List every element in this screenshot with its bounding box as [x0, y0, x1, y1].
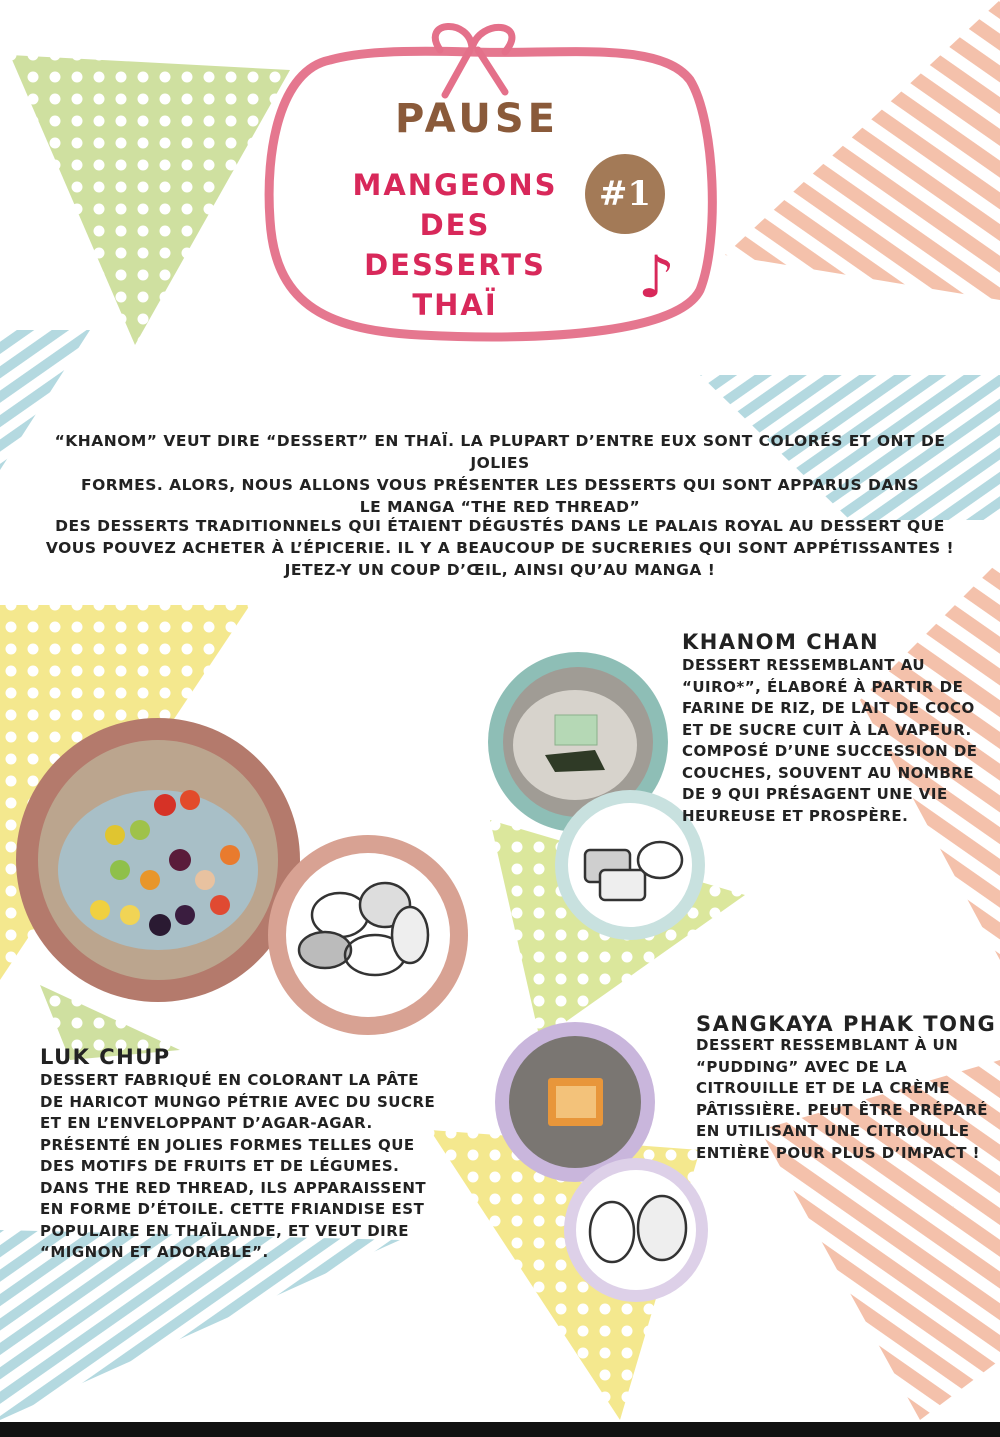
- luk-chup-title: LUK CHUP: [40, 1045, 171, 1069]
- peach-stripe-pennant: [725, 0, 1000, 300]
- sangkaya-title: SANGKAYA PHAK TONG: [696, 1012, 997, 1036]
- sangkaya-description: DESSERT RESSEMBLANT À UN “PUDDING” AVEC DE LA CITROUILLE ET DE LA CRÈME PÂTISSIÈRE. PEUT ÊTRE PRÉPARÉ EN UTILISANT UNE CITROUILLE ENTIÈRE POUR PLUS D’IMPACT !: [696, 1036, 989, 1162]
- music-note-icon: ♪: [638, 243, 676, 311]
- title-line-1: MANGEONS: [352, 168, 558, 202]
- intro-paragraph-2: [40, 515, 960, 581]
- intro-line: LE MANGA “THE RED THREAD”: [359, 498, 641, 516]
- bottom-bar: [0, 1422, 1000, 1437]
- intro-line: VOUS POUVEZ ACHETER À L’ÉPICERIE. IL Y A BEAUCOUP DE SUCRERIES QUI SONT APPÉTISSANTES !: [45, 539, 955, 557]
- khanom-chan-title: KHANOM CHAN: [682, 630, 880, 654]
- title-line-3: THAÏ: [412, 288, 498, 322]
- khanom-chan-description: DESSERT RESSEMBLANT AU “UIRO*”, ÉLABORÉ À PARTIR DE FARINE DE RIZ, DE LAIT DE COCO ET DE SUCRE CUIT À LA VAPEUR. COMPOSÉ D’UNE SUCCESSION DE COUCHES, SOUVENT AU NOMBRE DE 9 QUI PRÉSAGENT UNE VIE HEUREUSE ET PROSPÈRE.: [682, 656, 978, 825]
- luk-chup-description: DESSERT FABRIQUÉ EN COLORANT LA PÂTE DE HARICOT MUNGO PÉTRIE AVEC DU SUCRE ET EN L’ENVELOPPANT D’AGAR-AGAR. PRÉSENTÉ EN JOLIES FORMES TELLES QUE DES MOTIFS DE FRUITS ET DE LÉGUMES. DANS THE RED THREAD, ILS APPARAISSENT EN FORME D’ÉTOILE. CETTE FRIANDISE EST POPULAIRE EN THAÏLANDE, ET VEUT DIRE “MIGNON ET ADORABLE”.: [40, 1071, 436, 1261]
- green-dot-pennant: [10, 55, 290, 345]
- intro-line: “KHANOM” VEUT DIRE “DESSERT” EN THAÏ. LA PLUPART D’ENTRE EUX SONT COLORÉS ET ONT DE JOLIES: [54, 432, 946, 472]
- intro-line: JETEZ-Y UN COUP D’ŒIL, AINSI QU’AU MANGA !: [284, 561, 716, 579]
- intro-line: FORMES. ALORS, NOUS ALLONS VOUS PRÉSENTER LES DESSERTS QUI SONT APPARUS DANS: [80, 476, 920, 494]
- issue-badge: #1: [585, 154, 665, 234]
- title-line-2: DES DESSERTS: [364, 208, 546, 282]
- title-pause: PAUSE: [395, 96, 559, 142]
- intro-paragraph-1: [40, 430, 960, 518]
- page-title: [325, 165, 585, 325]
- intro-line: DES DESSERTS TRADITIONNELS QUI ÉTAIENT DÉGUSTÉS DANS LE PALAIS ROYAL AU DESSERT QUE: [55, 517, 945, 535]
